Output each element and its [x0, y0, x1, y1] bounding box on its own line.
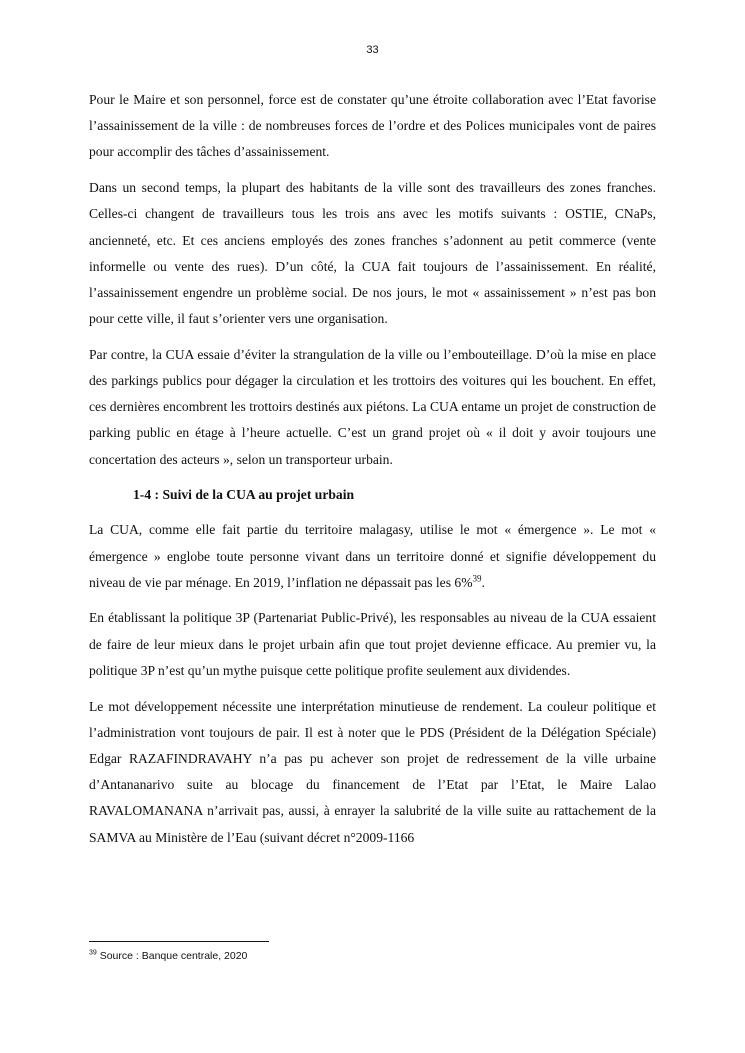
paragraph-maire-collaboration: Pour le Maire et son personnel, force est de constater qu’une étroite collaboration avec l’Etat favorise l’assainissement de la ville : de nombreuses forces de l’ordre et des Polices municipales vont de paires pour accomplir des tâches d’assainissement. — [89, 92, 656, 160]
section-heading: 1-4 : Suivi de la CUA au projet urbain — [133, 487, 355, 503]
paragraph-emergence — [89, 517, 656, 596]
document-body — [89, 87, 656, 860]
footnote-text: Source : Banque centrale, 2020 — [96, 950, 248, 962]
paragraph-developpement: Le mot développement nécessite une interprétation minutieuse de rendement. La couleur politique et l’administration vont toujours de pair. Il est à noter que le PDS (Président de la Délégation Spéciale) Edgar RAZAFINDRAVAHY n’a pas pu achever son projet de redressement de la ville urbaine d’Antananarivo suite au blocage du financement de l’Etat par l’Etat, le Maire Lalao RAVALOMANANA n’arrivait pas, aussi, à enrayer la salubrité de la ville suite au rattachement de la SAMVA au Ministère de l’Eau (suivant décret n°2009-1166 — [89, 698, 656, 845]
page-number: 33 — [366, 44, 379, 56]
footnote-number: 39 — [89, 949, 97, 957]
footnote-reference[interactable]: 39 — [472, 573, 482, 584]
paragraph-zones-franches: Dans un second temps, la plupart des habitants de la ville sont des travailleurs des zones franches. Celles-ci changent de travailleurs tous les trois ans avec les motifs suivants : OSTIE, CNaPs, ancienneté, etc. Et ces anciens employés des zones franches s’adonnent au petit commerce (vente informelle ou vente des rues). D’un côté, la CUA fait toujours de l’assainissement. En réalité, l’assainissement engendre un problème social. De nos jours, le mot « assainissement » n’est pas bon pour cette ville, il faut s’orienter vers une organisation. — [89, 180, 656, 327]
paragraph-emergence-text: La CUA, comme elle fait partie du territoire malagasy, utilise le mot « émergence ». Le mot « émergence » englobe toute personne vivant dans un territoire donné et signifie développement du niveau de vie par ménage. En 2019, l’inflation ne dépassait pas les 6% — [89, 522, 656, 590]
paragraph-emergence-end: . — [481, 574, 485, 590]
footnote-separator — [89, 941, 269, 942]
footnote — [89, 949, 247, 963]
paragraph-politique-3p: En établissant la politique 3P (Partenariat Public-Privé), les responsables au niveau de la CUA essaient de faire de leur mieux dans le projet urbain afin que tout projet devienne efficace. Au premier vu, la politique 3P n’est qu’un mythe puisque cette politique profite seulement aux dividendes. — [89, 610, 656, 678]
paragraph-parkings-publics: Par contre, la CUA essaie d’éviter la strangulation de la ville ou l’embouteillage. D’où la mise en place des parkings publics pour dégager la circulation et les trottoirs des voitures qui les bouchent. En effet, ces dernières encombrent les trottoirs destinés aux piétons. La CUA entame un projet de construction de parking public en étage à l’heure actuelle. C’est un grand projet où « il doit y avoir toujours une concertation des acteurs », selon un transporteur urbain. — [89, 346, 656, 467]
